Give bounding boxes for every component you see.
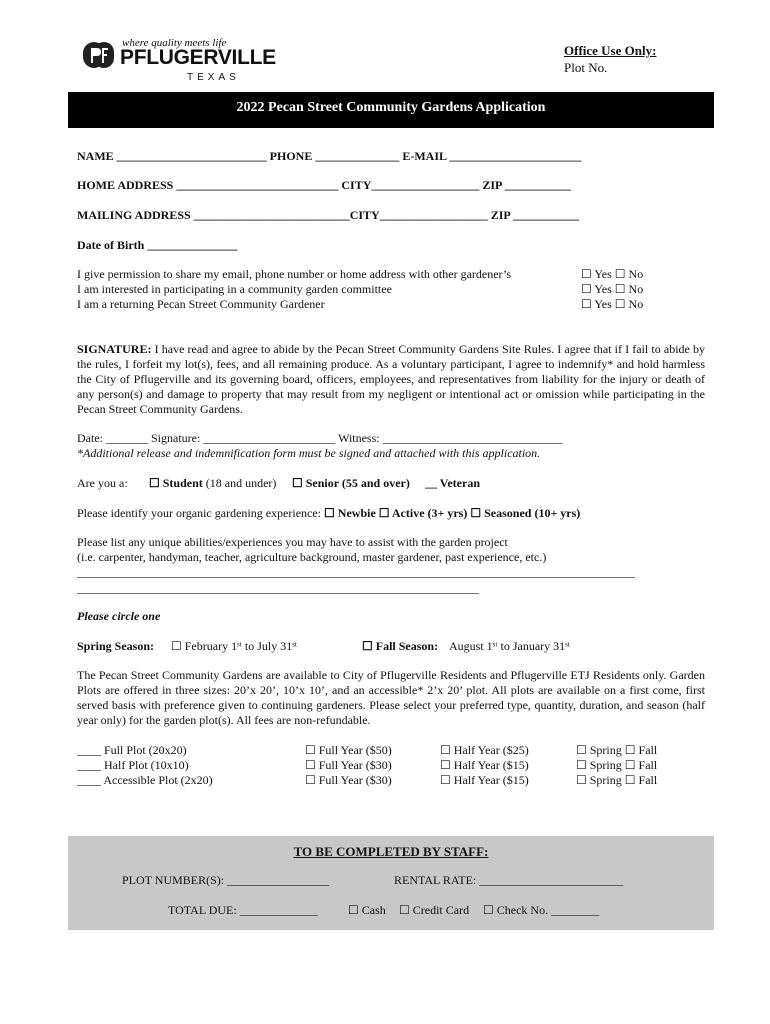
- are-you-label: Are you a:: [77, 476, 128, 490]
- office-use-box: [564, 42, 656, 76]
- plot-accessible-full-year[interactable]: ☐ Full Year ($30): [305, 773, 392, 787]
- plots-info-paragraph: The Pecan Street Community Gardens are available to City of Pflugerville Residents and Pflugerville ETJ Residents only. Garden Plots are offered in three sizes: 20’x 20’, 10’x 10’, and an accessible* 2’x 20’ plot. All plots are available on a first come, first served basis with preference given to continuing gardeners. Please select your preferred type, quantity, duration, and season (half year only) for the garden plot(s). All fees are non-refundable.: [77, 668, 705, 727]
- plot-half-season[interactable]: ☐ Spring ☐ Fall: [576, 758, 658, 772]
- credit-card-checkbox[interactable]: ☐ Credit Card: [399, 903, 470, 917]
- plot-full-full-year[interactable]: ☐ Full Year ($50): [305, 743, 392, 757]
- spring-season-checkbox[interactable]: ☐ February 1ˢᵗ to July 31ˢᵗ: [171, 639, 298, 653]
- rental-rate-field[interactable]: RENTAL RATE: ________________________: [394, 873, 624, 887]
- signature-label: SIGNATURE:: [77, 342, 152, 356]
- senior-checkbox[interactable]: ☐ Senior (55 and over): [292, 476, 410, 490]
- abilities-blank-line-2[interactable]: ___________________________________________________________________: [77, 581, 479, 595]
- logo-state: TEXAS: [187, 72, 240, 83]
- circle-one-heading: Please circle one: [77, 609, 161, 623]
- permission-committee-options[interactable]: ☐ Yes ☐ No: [581, 282, 644, 296]
- plot-numbers-field[interactable]: PLOT NUMBER(S): _________________: [122, 873, 330, 887]
- active-checkbox[interactable]: ☐ Active (3+ yrs): [378, 506, 468, 520]
- date-of-birth-field[interactable]: Date of Birth _______________: [77, 238, 238, 252]
- office-use-title: Office Use Only:: [564, 43, 657, 58]
- plot-full-quantity[interactable]: ____ Full Plot (20x20): [77, 743, 187, 757]
- fall-season-range: August 1ˢᵗ to January 31ˢᵗ: [449, 639, 571, 653]
- staff-title: TO BE COMPLETED BY STAFF:: [293, 844, 489, 859]
- cash-checkbox[interactable]: ☐ Cash: [348, 903, 386, 917]
- experience-row: [77, 506, 580, 521]
- signature-line[interactable]: Date: _______ Signature: ______________________ Witness: ______________________________: [77, 431, 563, 445]
- plot-full-half-year[interactable]: ☐ Half Year ($25): [440, 743, 529, 757]
- permission-share-options[interactable]: ☐ Yes ☐ No: [581, 267, 644, 281]
- logo-city-name: PFLUGERVILLE: [120, 46, 276, 69]
- staff-section: [68, 836, 714, 930]
- newbie-checkbox[interactable]: ☐ Newbie: [324, 506, 376, 520]
- contact-row-name[interactable]: NAME _________________________ PHONE ______________ E-MAIL ______________________: [77, 149, 582, 163]
- experience-label: Please identify your organic gardening experience:: [77, 506, 325, 520]
- plot-accessible-season[interactable]: ☐ Spring ☐ Fall: [576, 773, 658, 787]
- contact-row-home[interactable]: HOME ADDRESS ___________________________ CITY__________________ ZIP ___________: [77, 178, 571, 192]
- abilities-examples: (i.e. carpenter, handyman, teacher, agriculture background, master gardener, past experience, etc.): [77, 550, 547, 564]
- office-plot-number: Plot No.: [564, 60, 608, 75]
- plot-half-half-year[interactable]: ☐ Half Year ($15): [440, 758, 529, 772]
- signature-text: I have read and agree to abide by the Pecan Street Community Gardens Site Rules. I agree that if I fail to abide by the rules, I forfeit my lot(s), fees, and all remaining produce. As a voluntary participant, I agree to indemnify* and hold harmless the City of Pflugerville and its governing board, officers, employees, and representatives from liability for the injury or death of any person(s) and damage to property that may result from my negligent or intentional act or omission while participating in the Pecan Street Community Gardens.: [77, 342, 705, 416]
- indemnification-note: *Additional release and indemnification form must be signed and attached with this application.: [77, 446, 541, 460]
- contact-row-mailing[interactable]: MAILING ADDRESS __________________________CITY__________________ ZIP ___________: [77, 208, 580, 222]
- plot-half-quantity[interactable]: ____ Half Plot (10x10): [77, 758, 189, 772]
- plot-full-season[interactable]: ☐ Spring ☐ Fall: [576, 743, 658, 757]
- fall-season-checkbox[interactable]: ☐ Fall Season:: [362, 639, 439, 653]
- permission-returning-text: I am a returning Pecan Street Community Gardener: [77, 297, 325, 311]
- plot-half-full-year[interactable]: ☐ Full Year ($30): [305, 758, 392, 772]
- pflugerville-logo: [82, 37, 276, 86]
- abilities-prompt: Please list any unique abilities/experiences you may have to assist with the garden project: [77, 535, 508, 549]
- total-due-field[interactable]: TOTAL DUE: _____________: [168, 903, 318, 917]
- permission-share-text: I give permission to share my email, phone number or home address with other gardener’s: [77, 267, 511, 281]
- plot-accessible-half-year[interactable]: ☐ Half Year ($15): [440, 773, 529, 787]
- veteran-field[interactable]: __ Veteran: [425, 476, 480, 490]
- abilities-blank-line-1[interactable]: _____________________________________________________________________________________________: [77, 565, 635, 579]
- seasoned-checkbox[interactable]: ☐ Seasoned (10+ yrs): [470, 506, 581, 520]
- logo-tagline: where quality meets life: [122, 37, 227, 49]
- page-title: 2022 Pecan Street Community Gardens Application: [68, 92, 714, 128]
- permission-committee-text: I am interested in participating in a community garden committee: [77, 282, 392, 296]
- check-number-field[interactable]: ☐ Check No. ________: [483, 903, 600, 917]
- spring-season-label: Spring Season:: [77, 639, 155, 653]
- student-checkbox[interactable]: ☐ Student (18 and under): [149, 476, 277, 490]
- pflugerville-logo-icon: [82, 38, 116, 72]
- signature-paragraph: [77, 342, 705, 417]
- plot-accessible-quantity[interactable]: ____ Accessible Plot (2x20): [77, 773, 213, 787]
- permission-returning-options[interactable]: ☐ Yes ☐ No: [581, 297, 644, 311]
